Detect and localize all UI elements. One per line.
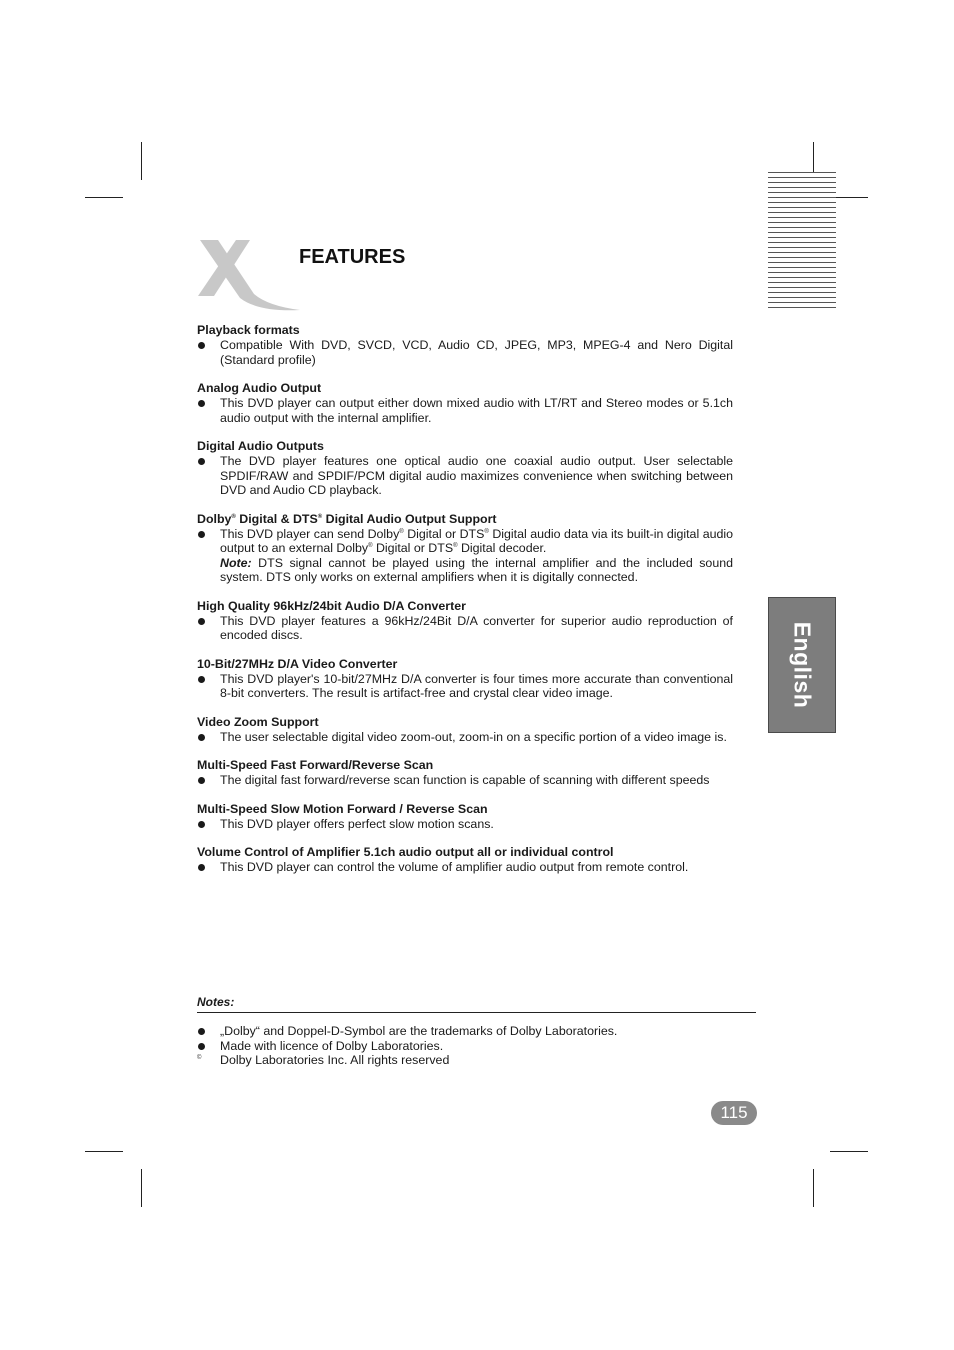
- feature-section: [197, 758, 733, 788]
- feature-text: The digital fast forward/reverse scan function is capable of scanning with different speeds: [197, 773, 733, 788]
- copyright-symbol: ©: [197, 1055, 202, 1061]
- divider: [197, 1012, 756, 1013]
- feature-text: This DVD player's 10-bit/27MHz D/A converter is four times more accurate than conventional 8-bit converters. The result is artifact-free and crystal clear video image.: [197, 672, 733, 701]
- crop-mark: [85, 1151, 123, 1152]
- feature-section: [197, 599, 733, 643]
- copyright-text: Dolby Laboratories Inc. All rights reserved: [220, 1053, 450, 1067]
- feature-note: Note: DTS signal cannot be played using the internal amplifier and the included sound system. DTS only works on external amplifiers when it is digitally connected.: [220, 555, 733, 584]
- feature-section: [197, 715, 733, 745]
- brand-x-logo-icon: [196, 240, 304, 312]
- feature-section: [197, 323, 733, 367]
- notes-heading: Notes:: [197, 995, 235, 1009]
- note-item: [197, 1053, 737, 1068]
- feature-heading: Playback formats: [197, 323, 300, 337]
- page-number: 115: [711, 1101, 757, 1125]
- note-item: Made with licence of Dolby Laboratories.: [197, 1039, 737, 1054]
- feature-heading: Multi-Speed Fast Forward/Reverse Scan: [197, 758, 434, 772]
- feature-text: This DVD player can send Dolby® Digital or DTS® Digital audio data via its built-in digital audio output to an external Dolby® Digital or DTS® Digital decoder.: [197, 527, 733, 556]
- feature-heading: High Quality 96kHz/24bit Audio D/A Converter: [197, 598, 466, 613]
- page-title: FEATURES: [299, 246, 406, 268]
- feature-text: This DVD player can control the volume of amplifier audio output from remote control.: [197, 860, 733, 875]
- feature-section: [197, 512, 733, 585]
- feature-section: [197, 845, 733, 875]
- feature-text: This DVD player offers perfect slow motion scans.: [197, 817, 733, 832]
- feature-text: The DVD player features one optical audio one coaxial audio output. User selectable SPDIF/RAW and SPDIF/PCM digital audio maximizes convenience when switching between DVD and Audio CD playback.: [197, 454, 733, 498]
- crop-mark: [141, 1169, 142, 1207]
- feature-text: This DVD player features a 96kHz/24Bit D/A converter for superior audio reproduction of encoded discs.: [197, 614, 733, 643]
- feature-section: [197, 381, 733, 425]
- feature-section: [197, 657, 733, 701]
- feature-section: [197, 439, 733, 498]
- feature-heading: Video Zoom Support: [197, 714, 319, 729]
- note-label: Note:: [220, 555, 252, 570]
- feature-section: [197, 802, 733, 832]
- feature-heading: Digital Audio Outputs: [197, 439, 324, 453]
- crop-mark: [830, 1151, 868, 1152]
- feature-heading: Volume Control of Amplifier 5.1ch audio output all or individual control: [197, 845, 614, 859]
- feature-heading: Multi-Speed Slow Motion Forward / Reverse Scan: [197, 801, 488, 816]
- feature-heading: Dolby® Digital & DTS® Digital Audio Output Support: [197, 511, 497, 526]
- feature-text: The user selectable digital video zoom-out, zoom-in on a specific portion of a video image is.: [197, 730, 733, 745]
- feature-text: This DVD player can output either down mixed audio with LT/RT and Stereo modes or 5.1ch audio output with the internal amplifier.: [197, 396, 733, 425]
- feature-text: Compatible With DVD, SVCD, VCD, Audio CD, JPEG, MP3, MPEG-4 and Nero Digital (Standard profile): [197, 338, 733, 367]
- features-list: [197, 323, 733, 889]
- feature-heading: 10-Bit/27MHz D/A Video Converter: [197, 656, 398, 671]
- note-item: „Dolby“ and Doppel-D-Symbol are the trademarks of Dolby Laboratories.: [197, 1024, 737, 1039]
- language-tab: [768, 597, 836, 733]
- notes-list: [197, 1024, 737, 1068]
- crop-mark: [813, 1169, 814, 1207]
- language-tab-label: English: [789, 621, 816, 709]
- crop-mark: [141, 142, 142, 180]
- feature-heading: Analog Audio Output: [197, 381, 322, 395]
- crop-mark: [85, 197, 123, 198]
- decorative-stripes: [768, 172, 836, 312]
